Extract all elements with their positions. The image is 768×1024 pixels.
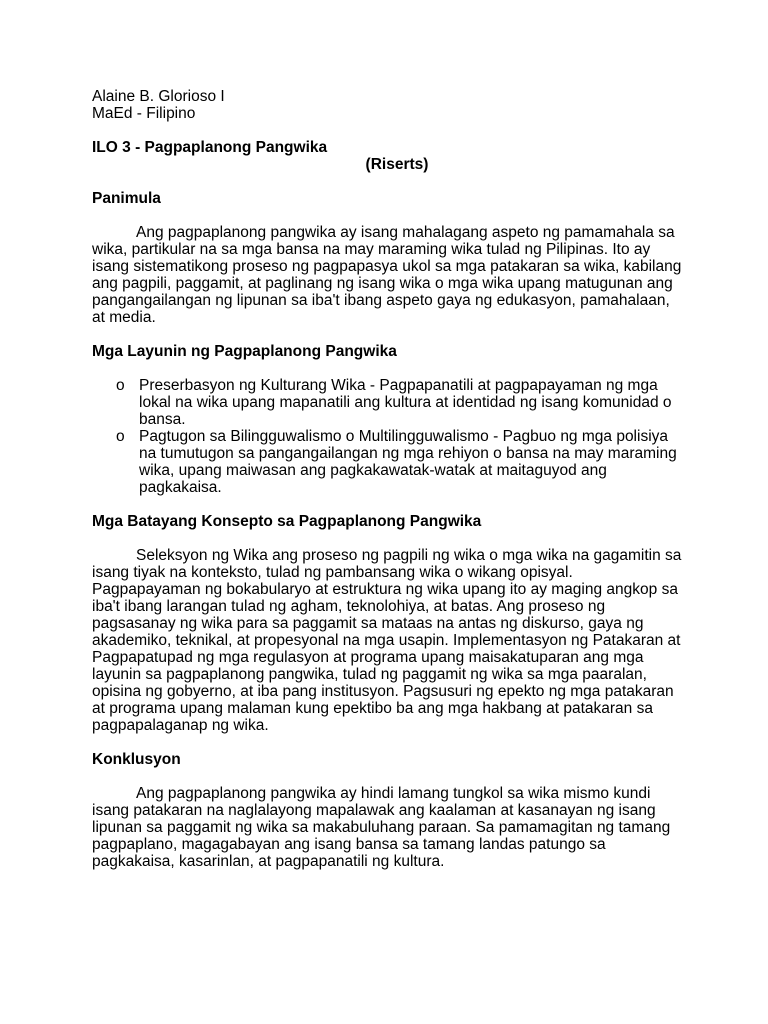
list-item-text: Preserbasyon ng Kulturang Wika - Pagpapanatili at pagpapayaman ng mga lokal na wika upang mapanatili ang kultura at identidad ng isang komunidad o bansa. [139,377,672,428]
document-title: ILO 3 - Pagpaplanong Pangwika [92,139,328,156]
intro-paragraph: Ang pagpaplanong pangwika ay isang mahalagang aspeto ng pamamahala sa wika, partikular na sa mga bansa na may maraming wika tulad ng Pilipinas. Ito ay isang sistematikong proseso ng pagpapasya ukol sa mga patakaran sa wika, kabilang ang pagpili, paggamit, at paglinang ng isang wika o mga wika upang matugunan ang pangangailangan ng lipunan sa iba't ibang aspeto gaya ng edukasyon, pamahalaan, at media. [92,224,682,326]
goals-list [92,377,682,496]
document-subtitle: (Riserts) [365,156,429,173]
author-block [92,88,682,122]
list-item [92,428,682,496]
list-item-text: Pagtugon sa Bilingguwalismo o Multilingguwalismo - Pagbuo ng mga polisiya na tumutugon sa pangangailangan ng mga rehiyon o bansa na may maraming wika, upang maiwasan ang pagkakawatak-watak at maitaguyod ang pagkakaisa. [139,428,677,496]
conclusion-paragraph: Ang pagpaplanong pangwika ay hindi lamang tungkol sa wika mismo kundi isang patakaran na naglalayong mapalawak ang kaalaman at kasanayan ng isang lipunan sa paggamit ng wika sa makabuluhang paraan. Sa pamamagitan ng tamang pagpaplano, magagabayan ang isang bansa sa tamang landas patungo sa pagkakaisa, kasarinlan, at pagpapanatili ng kultura. [92,785,671,870]
bullet-icon: o [116,377,125,394]
intro-heading: Panimula [92,190,161,207]
document-page [92,88,682,870]
title-block [92,139,682,173]
author-program: MaEd - Filipino [92,105,196,122]
conclusion-heading: Konklusyon [92,751,181,768]
bullet-icon: o [116,428,125,445]
author-name: Alaine B. Glorioso I [92,88,225,105]
list-item [92,377,682,428]
concepts-paragraph: Seleksyon ng Wika ang proseso ng pagpili ng wika o mga wika na gagamitin sa isang tiyak na konteksto, tulad ng pambansang wika o wikang opisyal. Pagpapayaman ng bokabularyo at estruktura ng wika upang ito ay maging angkop sa iba't ibang larangan tulad ng agham, teknolohiya, at batas. Ang proseso ng pagsasanay ng wika para sa paggamit sa mataas na antas ng diskurso, gaya ng akademiko, teknikal, at propesyonal na mga usapin. Implementasyon ng Patakaran at Pagpapatupad ng mga regulasyon at programa upang maisakatuparan ang mga layunin sa pagpaplanong pangwika, tulad ng paggamit ng wika sa mga paaralan, opisina ng gobyerno, at iba pang institusyon. Pagsusuri ng epekto ng mga patakaran at programa upang malaman kung epektibo ba ang mga hakbang at patakaran sa pagpapalaganap ng wika. [92,547,682,734]
goals-heading: Mga Layunin ng Pagpaplanong Pangwika [92,343,397,360]
concepts-heading: Mga Batayang Konsepto sa Pagpaplanong Pangwika [92,513,482,530]
